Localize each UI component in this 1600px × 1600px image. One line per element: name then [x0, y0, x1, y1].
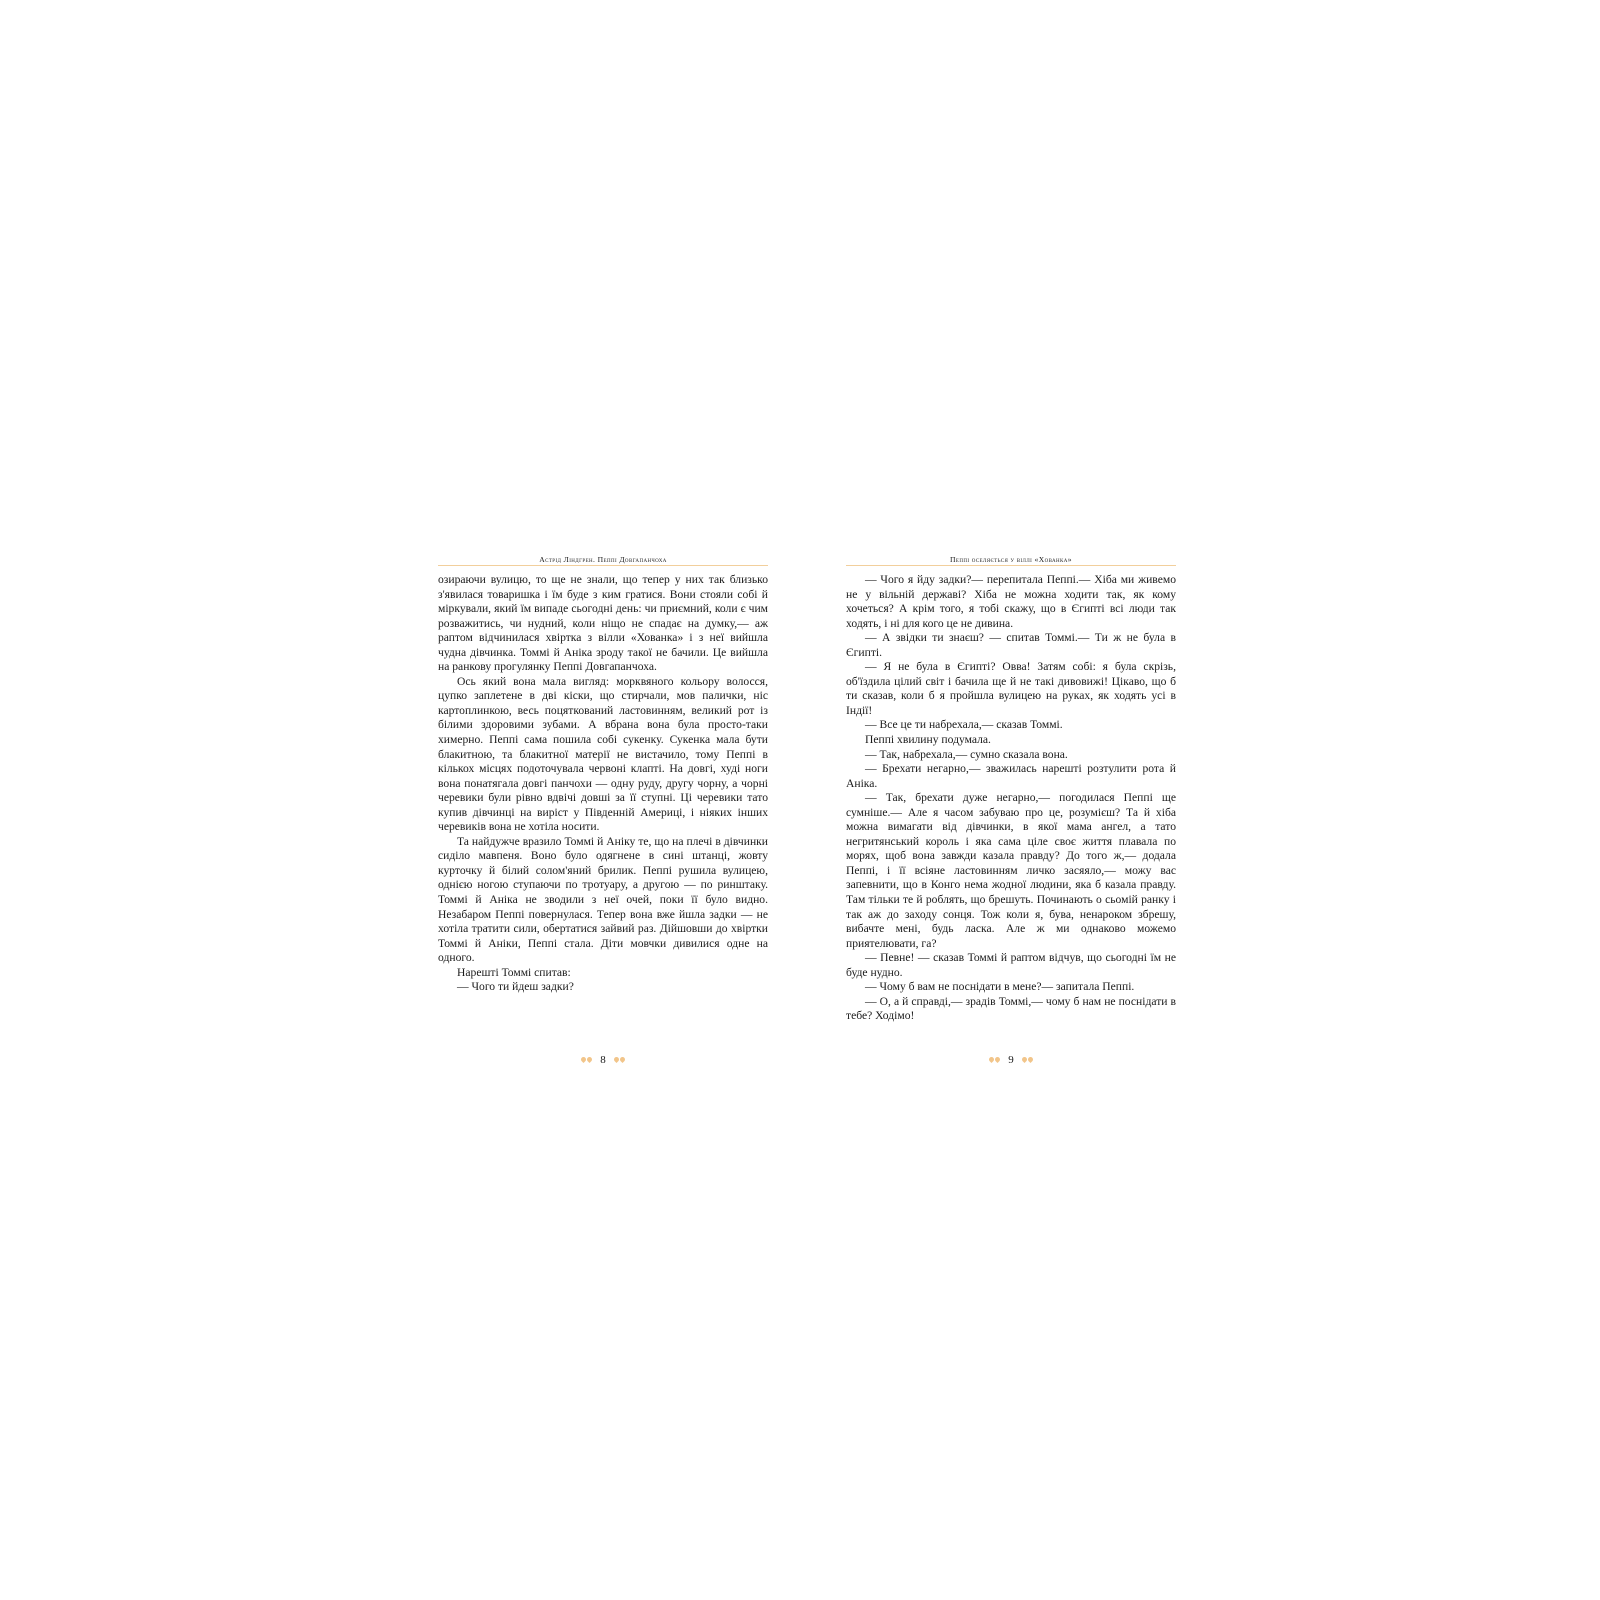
paragraph: — Чого я йду задки?— перепитала Пеппі.— Хіба ми живемо не у вільній державі? Хіба не можна ходити так, як кому хочеться? А крім того, я тобі скажу, що в Єгипті всі люди так ходять, і ні для кого це не дивина. — [846, 573, 1176, 630]
ornament-icon — [1020, 1056, 1034, 1064]
paragraph: — Чого ти йдеш задки? — [457, 980, 574, 994]
left-page-text — [438, 573, 768, 995]
paragraph: — О, а й справді,— зрадів Томмі,— чому б нам не поснідати в тебе? Ходімо! — [846, 994, 1176, 1023]
right-page — [846, 554, 1176, 1024]
paragraph: — Так, набрехала,— сумно сказала вона. — [865, 747, 1068, 761]
page-number-right — [971, 1053, 1051, 1067]
paragraph: озираючи вулицю, то ще не знали, що тепер у них так близько з'явилася товаришка і їм буде з ким гратися. Вони стояли собі й міркували, який їм випаде сьогодні день: чи приємний, коли є чим розважитись, чи нудний, коли ніщо не спадає на думку,— аж раптом відчинилася хвіртка з вілли «Хованка» і з неї вийшла чудна дівчинка. Томмі й Аніка зроду такої не бачили. Це вийшла на ранкову прогулянку Пеппі Довгапанчоха. — [438, 573, 768, 674]
paragraph: — Я не була в Єгипті? Овва! Затям собі: я була скрізь, об'їздила цілий світ і бачила ще й не такі дивовижі! Цікаво, що б ти сказав, коли б я пройшла вулицею на руках, як ходять усі в Індії! — [846, 660, 1176, 717]
page-number-left — [563, 1053, 643, 1067]
page-number: 8 — [600, 1054, 606, 1066]
ornament-icon — [612, 1056, 626, 1064]
running-head-right: Пеппі оселяється у віллі «Хованка» — [950, 555, 1072, 564]
paragraph: — А звідки ти знаєш? — спитав Томмі.— Ти ж не була в Єгипті. — [846, 631, 1176, 659]
paragraph: — Так, брехати дуже негарно,— погодилася Пеппі ще сумніше.— Але я часом забуваю про це, розумієш? Та й хіба можна вимагати від дівчинки, в якої мама ангел, а тато негритянський король і яка сама ціле своє життя плавала по морях, щоб вона завжди казала правду? До того ж,— додала Пеппі, і її всіяне ластовинням личко засяяло,— можу вас запевнити, що в Конго нема жодної людини, яка б казала правду. Там тільки те й роблять, що брешуть. Починають о сьомій ранку і так аж до заходу сонця. Тож коли я, бува, ненароком збрешу, вибачте мені, будь ласка. Але ж ми однаково можемо приятелювати, га? — [846, 791, 1176, 950]
header-rule-right — [846, 565, 1176, 566]
left-page — [438, 554, 768, 995]
paragraph: Ось який вона мала вигляд: морквяного кольору волосся, цупко заплетене в дві кіски, що стирчали, мов палички, ніс картоплинкою, весь поцяткований ластовинням, великий рот із білими здоровими зубами. А вбрана вона була просто-таки химерно. Пеппі сама пошила собі сукенку. Сукенка мала бути блакитною, та блакитної матерії не вистачило, тому Пеппі в кількох місцях подоточувала червоні клапті. На довгі, худі ноги вона понатягала довгі панчохи — одну руду, другу чорну, а чорні черевики були рівно вдвічі довші за її ступні. Ці черевики тато купив дівчинці на виріст у Південній Америці, і ніяких інших черевиків вона не хотіла носити. — [438, 674, 768, 834]
paragraph: Нарешті Томмі спитав: — [457, 965, 571, 979]
running-head-left: Астрід Ліндгрен. Пеппі Довгапанчоха — [539, 555, 667, 564]
ornament-icon — [988, 1056, 1002, 1064]
paragraph: — Певне! — сказав Томмі й раптом відчув, що сьогодні їм не буде нудно. — [846, 951, 1176, 979]
paragraph: Та найдужче вразило Томмі й Аніку те, що на плечі в дівчинки сиділо мавпеня. Воно було одягнене в сині штанці, жовту курточку й білий солом'яний брилик. Пеппі рушила вулицею, однією ногою ступаючи по тротуару, а другою — по ринштаку. Томмі й Аніка не зводили з неї очей, поки її було видно. Незабаром Пеппі повернулася. Тепер вона вже йшла задки — не хотіла тратити сили, обертатися зайвий раз. Дійшовши до хвіртки Томмі й Аніки, Пеппі стала. Діти мовчки дивилися одне на одного. — [438, 834, 768, 965]
page-number: 9 — [1008, 1054, 1014, 1066]
paragraph: — Чому б вам не поснідати в мене?— запитала Пеппі. — [865, 980, 1135, 994]
header-rule-left — [438, 565, 768, 566]
paragraph: — Брехати негарно,— зважилась нарешті розтулити рота й Аніка. — [846, 762, 1176, 790]
right-page-text — [846, 573, 1176, 1024]
paragraph: Пеппі хвилину подумала. — [865, 733, 991, 747]
paragraph: — Все це ти набрехала,— сказав Томмі. — [865, 718, 1063, 732]
ornament-icon — [580, 1056, 594, 1064]
